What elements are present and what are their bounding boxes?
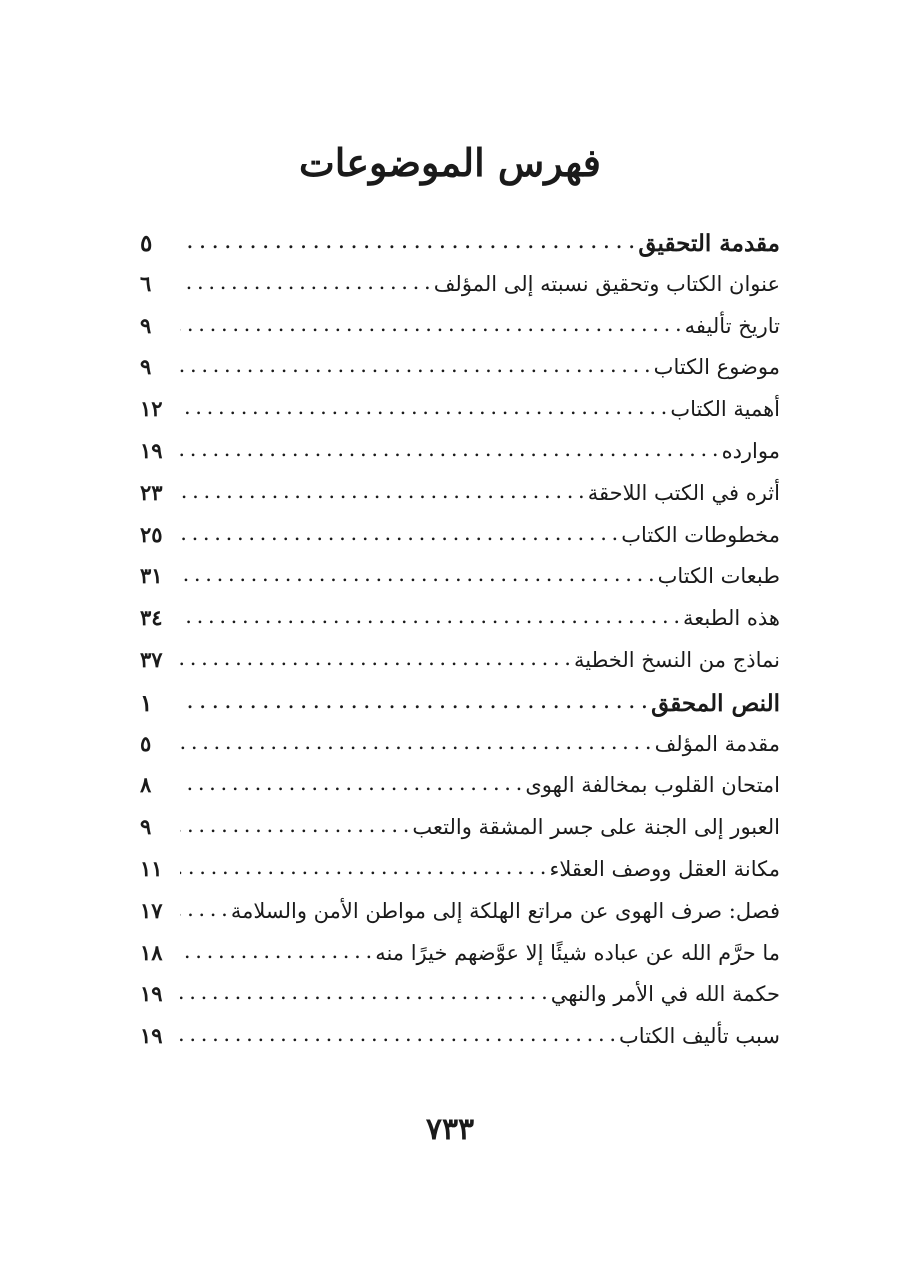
toc-entry-page-number: ١٩ <box>140 981 163 1007</box>
toc-entry <box>140 604 780 646</box>
toc-entry <box>140 312 780 354</box>
toc-section-heading <box>140 688 780 730</box>
toc-entry-title: العبور إلى الجنة على جسر المشقة والتعب <box>412 815 780 840</box>
toc-entry-page-number: ٨ <box>140 772 152 798</box>
dot-leader <box>180 939 371 960</box>
toc-entry-page-number: ١ <box>140 689 153 717</box>
toc-entry <box>140 646 780 688</box>
toc-entry-title: أثره في الكتب اللاحقة <box>587 480 780 505</box>
toc-entry-title: امتحان القلوب بمخالفة الهوى <box>525 773 780 798</box>
dot-leader <box>180 395 666 416</box>
toc-entry-page-number: ٣١ <box>140 563 163 589</box>
dot-leader <box>180 855 545 876</box>
toc-section-heading <box>140 228 780 270</box>
toc-entry-title: موضوع الكتاب <box>653 355 780 380</box>
page-number: ٧٣٣ <box>425 1112 475 1147</box>
toc-entry <box>140 270 780 312</box>
toc-entry <box>140 897 780 939</box>
toc-entry-page-number: ٩ <box>140 354 152 380</box>
toc-entry <box>140 395 780 437</box>
toc-entry-page-number: ٥ <box>140 730 152 756</box>
toc-entry <box>140 813 780 855</box>
toc-entry-title: سبب تأليف الكتاب <box>619 1024 780 1049</box>
toc-entry-page-number: ١٩ <box>140 437 163 463</box>
toc-entry-page-number: ١١ <box>140 855 163 881</box>
toc-entry-title: هذه الطبعة <box>683 606 780 631</box>
toc-entry-title: حكمة الله في الأمر والنهي <box>550 982 780 1007</box>
dot-leader <box>180 604 679 625</box>
dot-leader <box>180 688 647 711</box>
toc-entry <box>140 437 780 479</box>
dot-leader <box>180 813 408 834</box>
dot-leader <box>180 479 584 500</box>
toc-entry <box>140 521 780 563</box>
dot-leader <box>180 437 718 458</box>
dot-leader <box>180 270 430 291</box>
dot-leader <box>180 897 227 918</box>
toc-entry <box>140 730 780 772</box>
toc-entry <box>140 855 780 897</box>
toc-entry-page-number: ٣٧ <box>140 646 163 672</box>
dot-leader <box>180 646 570 667</box>
toc-entry-title: موارده <box>721 438 780 463</box>
toc-entry-page-number: ٢٥ <box>140 521 163 547</box>
toc-entry <box>140 353 780 395</box>
toc-entry <box>140 1022 780 1064</box>
toc-entry <box>140 562 780 604</box>
dot-leader <box>180 521 617 542</box>
table-of-contents <box>140 228 780 1064</box>
dot-leader <box>180 562 654 583</box>
dot-leader <box>180 312 681 333</box>
dot-leader <box>180 1022 615 1043</box>
toc-entry-title: النص المحقق <box>651 689 780 717</box>
dot-leader <box>180 730 651 751</box>
toc-entry-page-number: ٦ <box>140 270 152 296</box>
page-title: فهرس الموضوعات <box>299 140 601 185</box>
toc-entry <box>140 939 780 981</box>
dot-leader <box>180 228 634 251</box>
toc-entry-page-number: ٩ <box>140 312 152 338</box>
toc-entry-title: فصل: صرف الهوى عن مراتع الهلكة إلى مواطن الأمن والسلامة <box>230 898 780 923</box>
toc-entry-title: نماذج من النسخ الخطية <box>573 647 780 672</box>
dot-leader <box>180 980 547 1001</box>
toc-entry-page-number: ٣٤ <box>140 605 163 631</box>
toc-entry-title: ما حرَّم الله عن عباده شيئًا إلا عوَّضهم خيرًا منه <box>375 940 780 965</box>
toc-entry-page-number: ١٢ <box>140 396 163 422</box>
toc-entry-page-number: ٢٣ <box>140 479 163 505</box>
toc-entry-page-number: ١٩ <box>140 1023 163 1049</box>
toc-entry <box>140 479 780 521</box>
dot-leader <box>180 771 521 792</box>
toc-entry-title: تاريخ تأليفه <box>684 313 780 338</box>
toc-entry <box>140 771 780 813</box>
toc-entry-title: مكانة العقل ووصف العقلاء <box>549 856 780 881</box>
toc-entry-page-number: ١٨ <box>140 939 163 965</box>
toc-entry-title: عنوان الكتاب وتحقيق نسبته إلى المؤلف <box>433 271 780 296</box>
toc-entry-title: طبعات الكتاب <box>657 564 780 589</box>
toc-entry-title: مخطوطات الكتاب <box>621 522 780 547</box>
toc-entry <box>140 980 780 1022</box>
toc-entry-title: أهمية الكتاب <box>670 397 780 422</box>
toc-entry-title: مقدمة المؤلف <box>654 731 780 756</box>
dot-leader <box>180 353 650 374</box>
toc-entry-title: مقدمة التحقيق <box>638 230 780 257</box>
toc-entry-page-number: ٩ <box>140 814 152 840</box>
toc-entry-page-number: ١٧ <box>140 897 163 923</box>
toc-entry-page-number: ٥ <box>140 230 153 257</box>
